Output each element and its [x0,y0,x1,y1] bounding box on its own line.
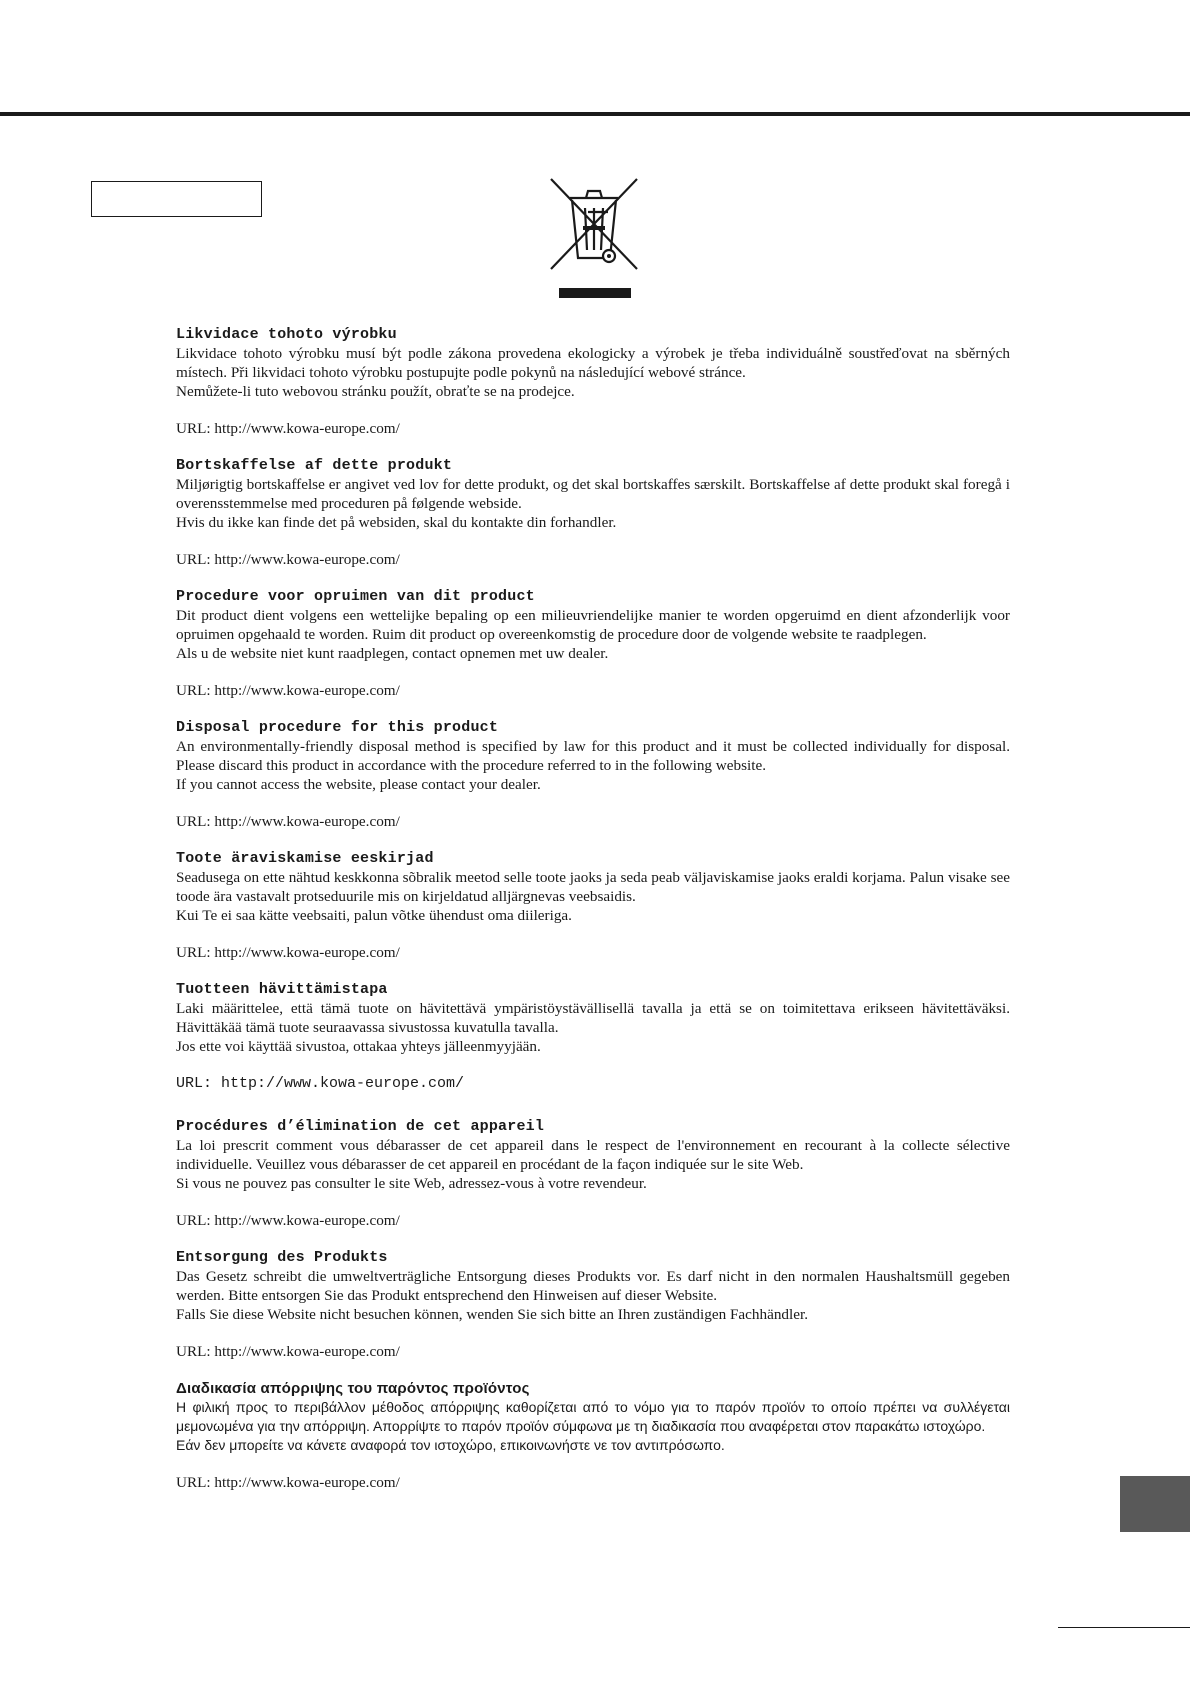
section-url-link[interactable]: URL: http://www.kowa-europe.com/ [176,813,400,830]
disposal-section [176,1379,1010,1492]
section-paragraph: La loi prescrit comment vous débarasser de cet appareil dans le respect de l'environnement en recourant à la collecte sélective individuelle. Veuillez vous débarasser de cet appareil en procédant de la façon indiquée sur le site Web. [176,1137,1010,1173]
section-paragraph: Jos ette voi käyttää sivustoa, ottakaa yhteys jälleenmyyjään. [176,1038,541,1055]
section-url-link[interactable]: URL: http://www.kowa-europe.com/ [176,551,400,568]
section-url-link[interactable]: URL: http://www.kowa-europe.com/ [176,1212,400,1229]
section-url-link[interactable]: URL: http://www.kowa-europe.com/ [176,682,400,699]
section-paragraph: Als u de website niet kunt raadplegen, contact opnemen met uw dealer. [176,645,609,662]
disposal-section [176,980,1010,1093]
weee-crossed-bin-icon [548,176,640,302]
section-url-link[interactable]: URL: http://www.kowa-europe.com/ [176,1474,400,1491]
footer-rule [1058,1627,1190,1628]
section-paragraph: Seadusega on ette nähtud keskkonna sõbralik meetod selle toote jaoks ja seda peab väljaviskamise jaoks eraldi korjama. Palun visake see toode ära vastavalt protseduurile mis on kirjeldatud alljärgnevas veebsaidis. [176,869,1010,905]
section-paragraph: Dit product dient volgens een wettelijke bepaling op een milieuvriendelijke manier te worden opgeruimd en dient afzonderlijk voor opruimen opgehaald te worden. Ruim dit product op overeenkomstig de procedure door de volgende website te raadplegen. [176,607,1010,643]
section-paragraph: An environmentally-friendly disposal method is specified by law for this product and it must be collected individually for disposal. Please discard this product in accordance with the procedure referred to in the following website. [176,738,1010,774]
section-url-link[interactable]: URL: http://www.kowa-europe.com/ [176,944,400,961]
section-url-link[interactable]: URL: http://www.kowa-europe.com/ [176,420,400,437]
section-heading: Entsorgung des Produkts [176,1249,388,1266]
section-heading: Disposal procedure for this product [176,719,499,736]
section-paragraph: Falls Sie diese Website nicht besuchen können, wenden Sie sich bitte an Ihren zuständigen Fachhändler. [176,1306,808,1323]
disposal-section [176,1248,1010,1361]
section-paragraph: Likvidace tohoto výrobku musí být podle zákona provedena ekologicky a výrobek je třeba individuálně soustřeďovat na sběrných místech. Při likvidaci tohoto výrobku postupujte podle pokynů na následující webové stránce. [176,345,1010,381]
page-side-tab [1120,1476,1190,1532]
disposal-section [176,325,1010,438]
section-heading: Bortskaffelse af dette produkt [176,457,453,474]
section-paragraph: Nemůžete-li tuto webovou stránku použít, obraťte se na prodejce. [176,383,575,400]
disposal-section [176,849,1010,962]
disposal-section [176,718,1010,831]
header-rule [0,112,1190,116]
section-paragraph: Kui Te ei saa kätte veebsaiti, palun võtke ühendust oma diileriga. [176,907,572,924]
section-paragraph: Hvis du ikke kan finde det på websiden, skal du kontakte din forhandler. [176,514,617,531]
section-paragraph: If you cannot access the website, please contact your dealer. [176,776,541,793]
section-heading: Tuotteen hävittämistapa [176,981,388,998]
section-paragraph: Das Gesetz schreibt die umweltverträgliche Entsorgung dieses Produkts vor. Es darf nicht in den normalen Haushaltsmüll gegeben werden. Bitte entsorgen Sie das Produkt entsprechend den Hinweisen auf dieser Website. [176,1268,1010,1304]
section-url-link[interactable]: URL: http://www.kowa-europe.com/ [176,1075,465,1092]
section-label-box [91,181,262,217]
section-heading: Procedure voor opruimen van dit product [176,588,535,605]
disposal-section [176,1117,1010,1230]
disposal-section [176,587,1010,700]
section-paragraph: Si vous ne pouvez pas consulter le site Web, adressez-vous à votre revendeur. [176,1175,647,1192]
section-heading: Toote äraviskamise eeskirjad [176,850,434,867]
section-paragraph: Laki määrittelee, että tämä tuote on hävitettävä ympäristöystävällisellä tavalla ja että se on toimitettava erikseen hävitettäväksi. Hävittäkää tämä tuote seuraavassa sivustossa kuvatulla tavalla. [176,1000,1010,1036]
document-body [176,325,1010,1510]
section-heading: Διαδικασία απόρριψης του παρόντος προϊόντος [176,1380,530,1397]
section-url-link[interactable]: URL: http://www.kowa-europe.com/ [176,1343,400,1360]
section-paragraph: Εάν δεν μπορείτε να κάνετε αναφορά τον ιστοχώρο, επικοινωνήστε νε τον αντιπρόσωπο. [176,1437,725,1453]
disposal-section [176,456,1010,569]
section-heading: Procédures d’élimination de cet appareil [176,1118,545,1135]
section-paragraph: Miljørigtig bortskaffelse er angivet ved lov for dette produkt, og det skal bortskaffes særskilt. Bortskaffelse af dette produkt skal foregå i overensstemmelse med proceduren på følgende webside. [176,476,1010,512]
section-heading: Likvidace tohoto výrobku [176,326,397,343]
section-paragraph: Η φιλική προς το περιβάλλον μέθοδος απόρριψης καθορίζεται από το νόμο για το παρόν προϊόν το οποίο πρέπει να συλλέγεται μεμονωμένα για την απόρριψη. Απορρίψτε το παρόν προϊόν σύμφωνα με τη διαδικασία που αναφέρεται στον παρακάτω ιστοχώρο. [176,1399,1010,1434]
